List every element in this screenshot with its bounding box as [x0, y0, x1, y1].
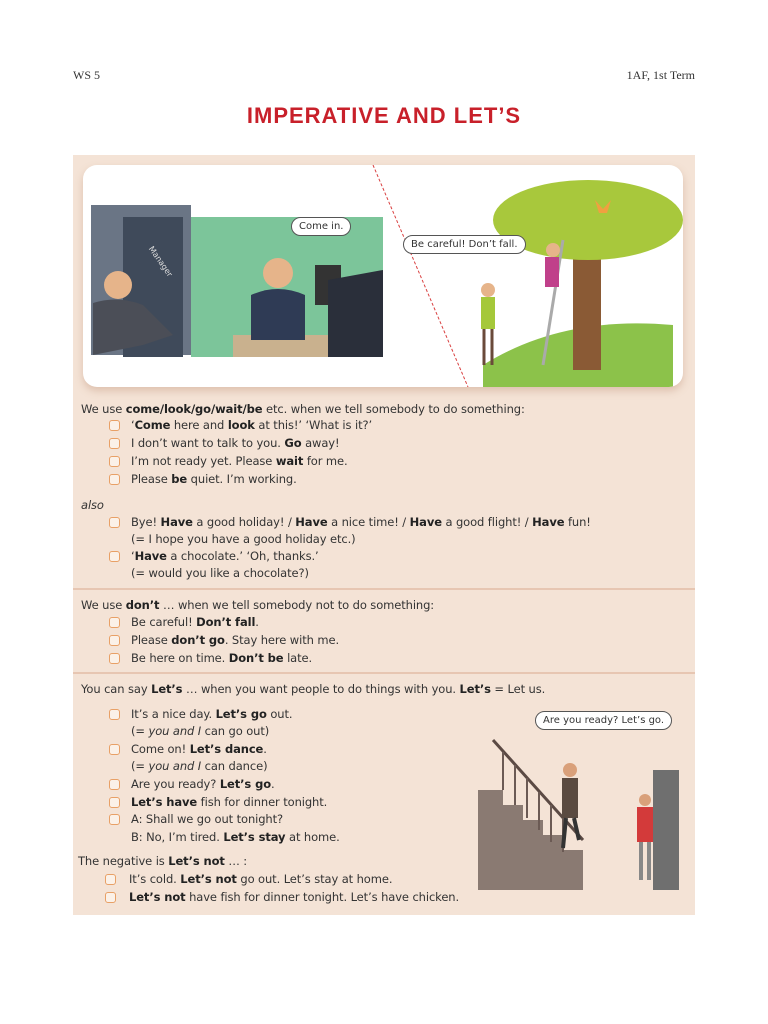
bullet-box [109, 797, 120, 808]
woman-body [637, 807, 653, 842]
worksheet-number: WS 5 [73, 68, 100, 82]
girl-standing-head [481, 283, 495, 297]
section1-intro: We use come/look/go/wait/be etc. when we tell somebody to do something: [81, 402, 525, 416]
gloss-chocolate: (= would you like a chocolate?) [131, 566, 309, 580]
example-be-quiet: Please be quiet. I’m working. [131, 472, 297, 486]
example-have-fun: Bye! Have a good holiday! / Have a nice time! / Have a good flight! / Have fun! [131, 515, 591, 529]
bullet-box [109, 617, 120, 628]
bullet-box [109, 551, 120, 562]
illustration-scene [83, 165, 683, 387]
example-lets-not-have-fish: Let’s not have fish for dinner tonight. Let’s have chicken. [129, 890, 460, 904]
also-label: also [81, 498, 104, 512]
speech-bubble-be-careful: Be careful! Don’t fall. [403, 235, 526, 254]
speech-bubble-come-in: Come in. [291, 217, 351, 236]
bullet-box [109, 438, 120, 449]
tree-trunk [573, 245, 601, 370]
gloss-you-and-i-dance: (= you and I can dance) [131, 759, 268, 773]
example-go-away: I don’t want to talk to you. Go away! [131, 436, 340, 450]
bullet-box [109, 779, 120, 790]
example-wait: I’m not ready yet. Please wait for me. [131, 454, 348, 468]
section3-intro: You can say Let’s … when you want people to do things with you. Let’s = Let us. [81, 682, 546, 696]
dialogue-b: B: No, I’m tired. Let’s stay at home. [131, 830, 340, 844]
example-lets-have-fish: Let’s have fish for dinner tonight. [131, 795, 328, 809]
office-chair [328, 270, 383, 357]
bullet-box [105, 874, 116, 885]
section-divider [73, 588, 695, 590]
woman-head [639, 794, 651, 806]
dialogue-a: A: Shall we go out tonight? [131, 812, 284, 826]
section-divider [73, 672, 695, 674]
bullet-box [109, 635, 120, 646]
visitor-head [104, 271, 132, 299]
bullet-box [109, 517, 120, 528]
example-dont-fall: Be careful! Don’t fall. [131, 615, 259, 629]
girl-standing-body [481, 297, 495, 329]
example-have-chocolate: ‘Have a chocolate.’ ‘Oh, thanks.’ [131, 549, 319, 563]
bullet-box [105, 892, 116, 903]
bullet-box [109, 456, 120, 467]
gloss-you-and-i-go-out: (= you and I can go out) [131, 724, 270, 738]
term-label: 1AF, 1st Term [626, 68, 695, 82]
example-lets-go-out: It’s a nice day. Let’s go out. [131, 707, 293, 721]
bullet-box [109, 814, 120, 825]
front-door [653, 770, 679, 890]
bullet-box [109, 474, 120, 485]
girl-climbing-body [545, 257, 559, 287]
page-title: IMPERATIVE AND LET’S [246, 103, 522, 128]
bullet-box [109, 709, 120, 720]
illustration-panel [83, 165, 683, 387]
grammar-page-scan [73, 155, 695, 915]
speech-bubble-are-you-ready: Are you ready? Let’s go. [535, 711, 672, 730]
bullet-box [109, 653, 120, 664]
manager-head [263, 258, 293, 288]
bullet-box [109, 744, 120, 755]
example-dont-go: Please don’t go. Stay here with me. [131, 633, 339, 647]
section2-intro: We use don’t … when we tell somebody not to do something: [81, 598, 435, 612]
example-are-you-ready: Are you ready? Let’s go. [131, 777, 275, 791]
example-lets-not-go-out: It’s cold. Let’s not go out. Let’s stay at home. [129, 872, 393, 886]
example-lets-dance: Come on! Let’s dance. [131, 742, 267, 756]
door-sign: Manager [146, 244, 175, 279]
example-dont-be-late: Be here on time. Don’t be late. [131, 651, 313, 665]
negative-intro: The negative is Let’s not … : [78, 854, 248, 868]
girl-climbing-head [546, 243, 560, 257]
example-come-look: ‘Come here and look at this!’ ‘What is it?’ [131, 418, 373, 432]
bullet-box [109, 420, 120, 431]
scene-divider [373, 165, 468, 387]
manager-body [251, 289, 305, 340]
man-body [562, 778, 578, 818]
gloss-good-holiday: (= I hope you have a good holiday etc.) [131, 532, 356, 546]
man-head [563, 763, 577, 777]
stairs-illustration [473, 730, 683, 895]
